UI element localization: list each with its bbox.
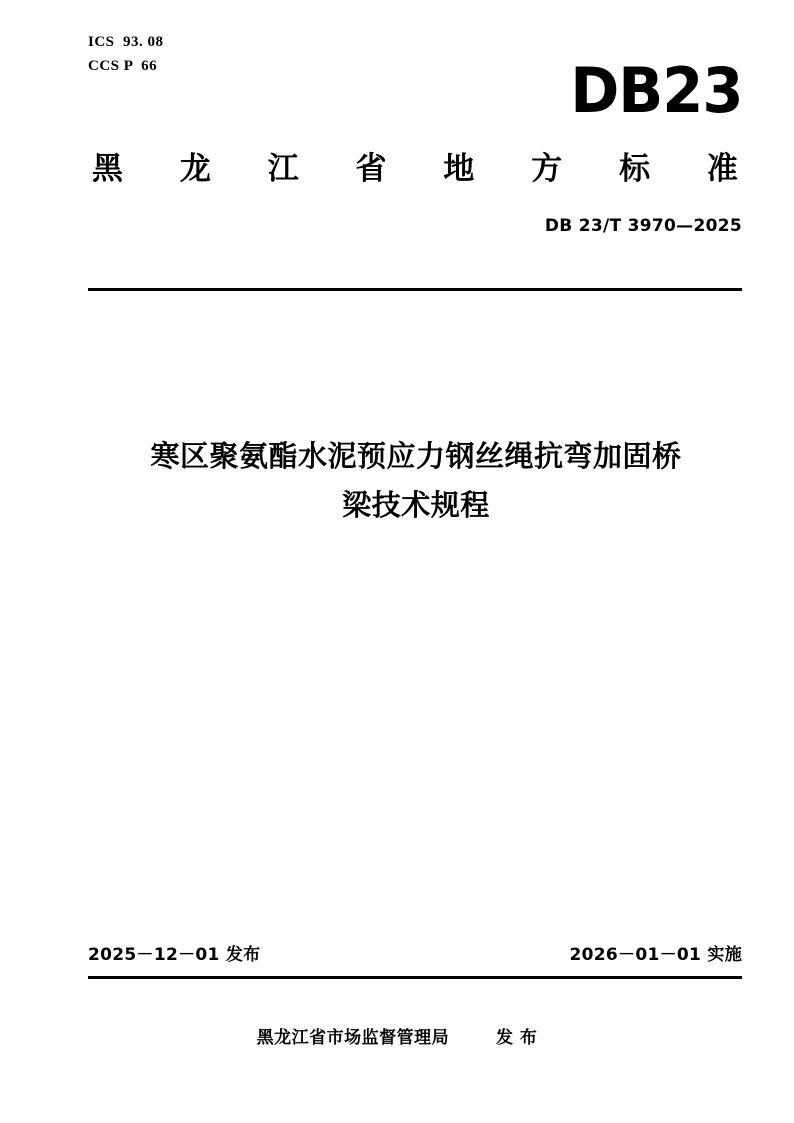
document-title-line-1: 寒区聚氨酯水泥预应力钢丝绳抗弯加固桥 [150,439,682,473]
publisher-name: 黑龙江省市场监督管理局 [256,1028,450,1048]
province-title-char-2: 江 [267,151,299,187]
dates-row [88,940,742,965]
province-title-char-3: 省 [355,151,387,187]
province-title-char-5: 方 [531,151,563,187]
db23-emblem: DB23 [569,54,742,127]
effective-date: 2026－01－01 实施 [569,945,742,965]
province-standard-title [88,143,742,188]
ccs-code: CCS P 66 [88,58,158,74]
province-title-char-1: 龙 [179,151,211,187]
footer-divider [88,976,742,979]
document-title-line-2: 梁技术规程 [342,488,490,522]
publish-label: 发 布 [495,1028,538,1048]
ics-code: ICS 93. 08 [88,34,164,50]
publisher-row [0,1023,794,1048]
province-title-char-7: 准 [706,151,738,187]
classification-codes [88,30,164,78]
standard-number: DB 23/T 3970—2025 [544,216,742,236]
header-divider [88,288,742,291]
province-title-char-0: 黑 [92,151,123,187]
province-title-char-6: 标 [619,151,651,187]
province-title-char-4: 地 [443,151,475,187]
document-title [96,432,736,530]
issue-date: 2025－12－01 发布 [88,945,261,965]
